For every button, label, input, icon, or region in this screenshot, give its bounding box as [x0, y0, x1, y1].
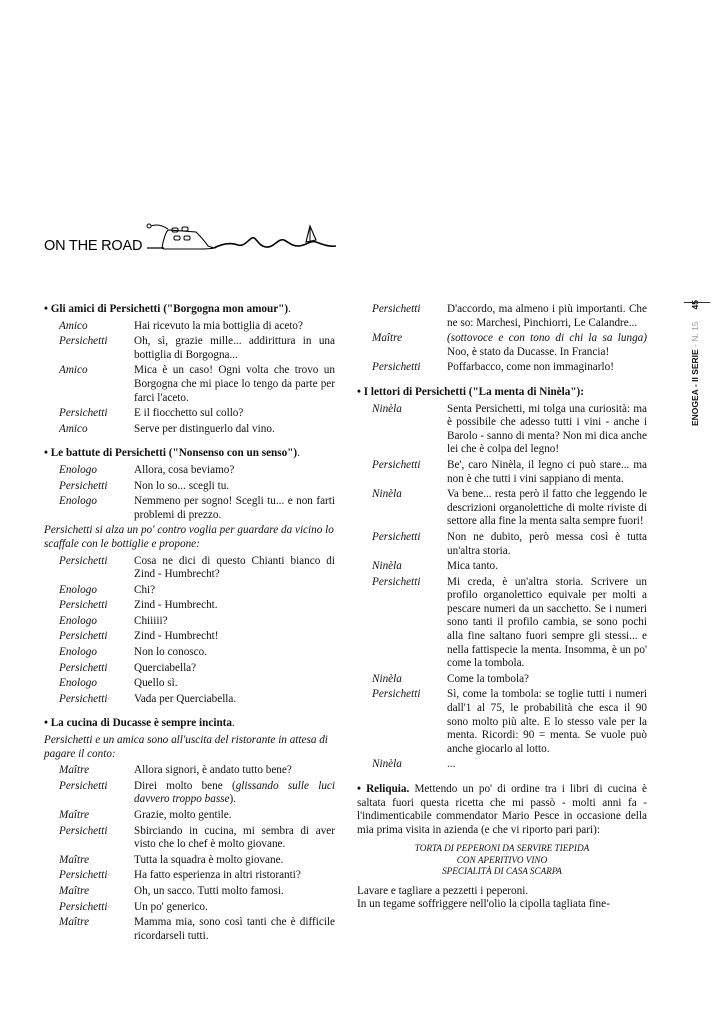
- section-title: ON THE ROAD: [44, 238, 143, 254]
- dialogue-row: Persichetti Zind - Humbrecht.: [59, 599, 218, 612]
- dialogue-row: Maître Grazie, molto gentile.: [59, 809, 232, 821]
- right-column: [357, 303, 647, 912]
- dialogue-row: Enologo Nemmeno per sogno! Scegli tu... e non farti problemi di prezzo.: [59, 495, 335, 521]
- dialogue-row: Persichetti Ha fatto esperienza in altri ristoranti?: [59, 869, 301, 882]
- dialogue-row: Persichetti Non lo so... scegli tu.: [59, 479, 230, 492]
- dialogue-row: Persichetti Cosa ne dici di questo Chianti bianco di Zind - Humbrecht?: [59, 554, 335, 581]
- section-heading: • Le battute di Persichetti ("Nonsenso con un senso").: [44, 447, 300, 460]
- dialogue-row: Persichetti Oh, sì, grazie mille... addirittura in una bottiglia di Borgogna...: [59, 335, 335, 361]
- dialogue-row: Persichetti Mi creda, è un'altra storia. Scrivere un profilo organolettico equivale per molti a pescare numeri da un sacchetto. Se i numeri sono tanti il profilo cambia, se sono pochi alla fine saltano fuori sempre gli stessi... e nella fattispecie la menta. Insomma, è un po' come la tombola.: [372, 575, 647, 670]
- car-window-4: [184, 236, 190, 240]
- dialogue-row: Persichetti Be', caro Ninèla, il legno ci può stare... ma non è che tutti i vini sappiano di menta.: [372, 458, 647, 485]
- car-window-3: [174, 236, 180, 240]
- recipe-step: Lavare e tagliare a pezzetti i peperoni.: [357, 884, 529, 897]
- dialogue-row: Maître (sottovoce e con tono di chi la sa lunga) Noo, è stato da Ducasse. In Francia!: [372, 332, 647, 358]
- dialogue-row: Enologo Chi?: [59, 583, 156, 596]
- section-heading: • La cucina di Ducasse è sempre incinta.: [44, 717, 235, 730]
- series-label: ENOGEA - II SERIE: [690, 349, 700, 426]
- dialogue-row: Ninèla Va bene... resta però il fatto che leggendo le descrizioni organolettiche di molte riviste di settore alla fine la menta salta sempre fuori!: [372, 488, 647, 528]
- dialogue-row: Enologo Non lo conosco.: [59, 646, 208, 659]
- dialogue-row: Maître Mamma mia, sono così tanti che è difficile ricordarseli tutti.: [59, 916, 335, 942]
- dialogue-row: Ninèla Come la tombola?: [372, 672, 530, 685]
- dialogue-row: Ninèla Mica tanto.: [372, 560, 498, 573]
- car-window-2: [182, 227, 188, 231]
- dialogue-row: Enologo Quello sì.: [59, 677, 178, 690]
- left-column: [44, 303, 335, 945]
- dialogue-row: Amico Serve per distinguerlo dal vino.: [59, 422, 275, 435]
- dialogue-row: Persichetti Vada per Querciabella.: [59, 692, 237, 705]
- reliquia-paragraph: • Reliquia. Mettendo un po' di ordine tra i libri di cucina è saltata fuori questa ricetta che mi passò - molti anni fa - l'indimenticabile commendator Mario Pesce in occasione della mia prima visita in azienda (e che vi riporto pari pari):: [357, 783, 648, 836]
- dialogue-row: Persichetti D'accordo, ma almeno i più importanti. Che ne so: Marchesi, Pinchiorri, Le Calandre...: [372, 303, 647, 329]
- dialogue-row: Amico Mica è un caso! Ogni volta che trovo un Borgogna che mi piace lo tengo da parte per farci l'aceto.: [59, 364, 335, 404]
- dialogue-row: Persichetti Poffarbacco, come non immaginarlo!: [372, 361, 614, 374]
- section-heading: • I lettori di Persichetti ("La menta di Ninèla"):: [357, 385, 584, 398]
- dialogue-row: Persichetti Zind - Humbrecht!: [59, 630, 219, 643]
- dialogue-row: Persichetti Non ne dubito, però messa così è tutta un'altra storia.: [372, 530, 647, 557]
- stage-direction: Persichetti e un amica sono all'uscita del ristorante in attesa di pagare il conto:: [44, 734, 328, 760]
- issue-label: - N. 15: [690, 321, 700, 350]
- dialogue-row: Persichetti E il fiocchetto sul collo?: [59, 407, 244, 420]
- page-number: 45: [690, 299, 700, 310]
- dialogue-row: Maître Allora signori, è andato tutto bene?: [59, 764, 292, 777]
- dialogue-row: Persichetti Querciabella?: [59, 661, 197, 674]
- running-sidebar: [688, 286, 702, 426]
- dialogue-row: Maître Oh, un sacco. Tutti molto famosi.: [59, 884, 284, 897]
- section-heading: • Gli amici di Persichetti ("Borgogna mon amour").: [44, 303, 291, 315]
- dialogue-row: Persichetti Direi molto bene (glissando sulle luci davvero troppo basse).: [59, 779, 335, 806]
- dialogue-row: Maître Tutta la squadra è molto giovane.: [59, 853, 284, 866]
- recipe-title: TORTA DI PEPERONI DA SERVIRE TIEPIDA CON APERITIVO VINO SPECIALITÀ DI CASA SCARPA: [414, 843, 590, 877]
- dialogue-row: Ninèla Senta Persichetti, mi tolga una curiosità: ma è possibile che adesso tutti i vini - anche i Barolo - sanno di menta? Non mi dica anche lei che è colpa del legno!: [372, 402, 647, 456]
- dialogue-row: Enologo Allora, cosa beviamo?: [59, 463, 235, 476]
- recipe-step: In un tegame soffriggere nell'olio la cipolla tagliata fine-: [357, 898, 610, 911]
- dialogue-row: Persichetti Sbirciando in cucina, mi sembra di aver visto che lo chef è molto giovane.: [59, 824, 335, 851]
- dialogue-row: Enologo Chiiiii?: [59, 614, 168, 627]
- dialogue-row: Persichetti Un po' generico.: [59, 900, 208, 913]
- dialogue-row: Amico Hai ricevuto la mia bottiglia di aceto?: [59, 319, 303, 332]
- dialogue-row: Ninèla ...: [372, 758, 456, 771]
- section-header: [44, 218, 344, 260]
- dialogue-row: Persichetti Sì, come la tombola: se toglie tutti i numeri dall'1 al 75, le probabilità che esca il 90 sono molto più alte. E lo stesso vale per la menta. Ricordi: 90 = menta. Se vuole può anche giocarlo al lotto.: [372, 688, 647, 755]
- stage-direction: Persichetti si alza un po' contro voglia per guardare da vicino lo scaffale con le bottiglie e propone:: [44, 524, 334, 550]
